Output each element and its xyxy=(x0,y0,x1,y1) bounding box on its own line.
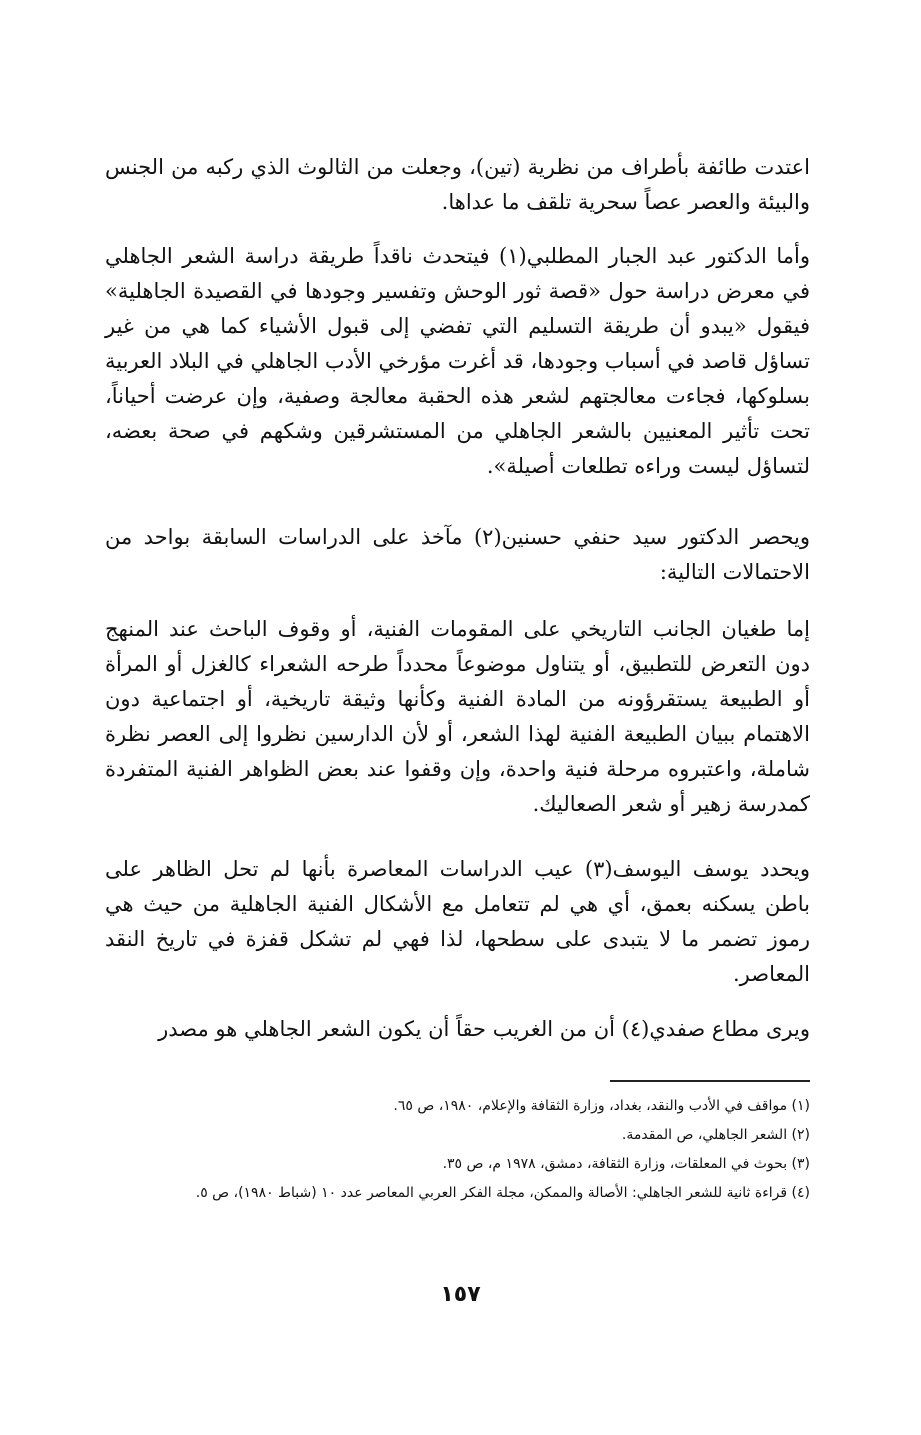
paragraph-6: ويرى مطاع صفدي(٤) أن من الغريب حقاً أن يكون الشعر الجاهلي هو مصدر xyxy=(158,1017,810,1041)
footnote-4: (٤) قراءة ثانية للشعر الجاهلي: الأصالة والممكن، مجلة الفكر العربي المعاصر عدد ١٠ (شباط ١٩٨٠)، ص ٥. xyxy=(195,1185,810,1201)
footnote-1: (١) مواقف في الأدب والنقد، بغداد، وزارة الثقافة والإعلام، ١٩٨٠، ص ٦٥. xyxy=(393,1098,810,1114)
paragraph-4: إما طغيان الجانب التاريخي على المقومات الفنية، أو وقوف الباحث عند المنهج دون التعرض للتطبيق، أو يتناول موضوعاً محدداً طرحه الشعراء كالغزل أو المرأة أو الطبيعة يستقرؤونه من المادة الفنية وكأنها وثيقة تاريخية، أو اجتماعية دون الاهتمام ببيان الطبيعة الفنية لهذا الشعر، أو لأن الدارسين نظروا إلى العصر نظرة شاملة، واعتبروه مرحلة فنية واحدة، وإن وقفوا عند بعض الظواهر الفنية المتفردة كمدرسة زهير أو شعر الصعاليك. xyxy=(105,617,810,816)
footnote-3: (٣) بحوث في المعلقات، وزارة الثقافة، دمشق، ١٩٧٨ م، ص ٣٥. xyxy=(442,1156,810,1172)
paragraph-3: ويحصر الدكتور سيد حنفي حسنين(٢) مآخذ على الدراسات السابقة بواحد من الاحتمالات التالية: xyxy=(105,525,810,584)
paragraph-5: ويحدد يوسف اليوسف(٣) عيب الدراسات المعاصرة بأنها لم تحل الظاهر على باطن يسكنه بعمق، أي هي لم تتعامل مع الأشكال الفنية الجاهلية من حيث هي رموز تضمر ما لا يتبدى على سطحها، لذا فهي لم تشكل قفزة في تاريخ النقد المعاصر. xyxy=(105,857,810,986)
paragraph-1: اعتدت طائفة بأطراف من نظرية (تين)، وجعلت من الثالوث الذي ركبه من الجنس والبيئة والعصر عصاً سحرية تلقف ما عداها. xyxy=(105,155,810,214)
page-number: ١٥٧ xyxy=(440,1282,481,1307)
footnote-separator xyxy=(610,1080,810,1082)
footnotes xyxy=(105,1092,810,1208)
footnote-2: (٢) الشعر الجاهلي، ص المقدمة. xyxy=(621,1127,810,1143)
paragraph-2: وأما الدكتور عبد الجبار المطلبي(١) فيتحدث ناقداً طريقة دراسة الشعر الجاهلي في معرض دراسة حول «قصة ثور الوحش وتفسير وجودها في القصيدة الجاهلية» فيقول «يبدو أن طريقة التسليم التي تفضي إلى قبول الأشياء كما هي من غير تساؤل قاصد في أسباب وجودها، قد أغرت مؤرخي الأدب الجاهلي في البلاد العربية بسلوكها، فجاءت معالجتهم لشعر هذه الحقبة معالجة وصفية، وإن عرضت أحياناً، تحت تأثير المعنيين بالشعر الجاهلي من المستشرقين وشكهم في صحة بعضه، لتساؤل ليست وراءه تطلعات أصيلة». xyxy=(105,244,811,478)
